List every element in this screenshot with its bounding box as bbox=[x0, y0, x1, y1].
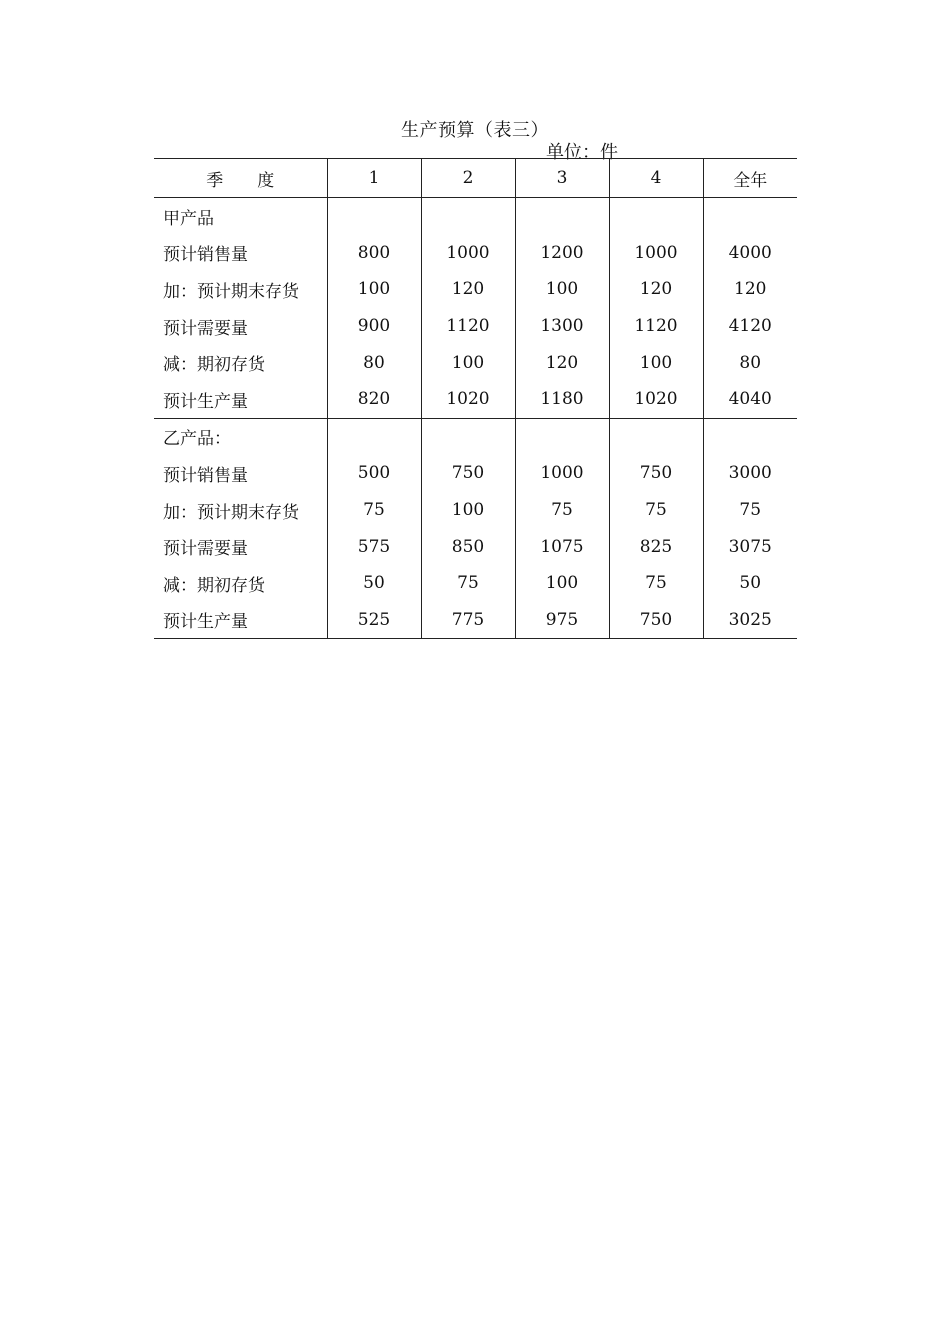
cell: 1180 bbox=[515, 381, 609, 418]
cell: 1200 bbox=[515, 235, 609, 272]
cell: 75 bbox=[609, 492, 703, 529]
table-row bbox=[154, 381, 797, 418]
header-full-year: 全年 bbox=[703, 159, 797, 198]
page-title: 生产预算（表三） bbox=[401, 120, 549, 141]
production-budget-table bbox=[154, 158, 797, 639]
section-label-row bbox=[154, 198, 797, 235]
cell: 575 bbox=[327, 528, 421, 565]
cell: 4000 bbox=[703, 235, 797, 272]
cell: 850 bbox=[421, 528, 515, 565]
cell: 500 bbox=[327, 455, 421, 492]
row-label: 加：预计期末存货 bbox=[163, 502, 299, 523]
cell: 825 bbox=[609, 528, 703, 565]
table-row bbox=[154, 271, 797, 308]
cell: 50 bbox=[327, 565, 421, 602]
table-row bbox=[154, 308, 797, 345]
cell: 120 bbox=[515, 344, 609, 381]
cell: 4040 bbox=[703, 381, 797, 418]
cell: 100 bbox=[421, 344, 515, 381]
cell: 75 bbox=[703, 492, 797, 529]
cell: 75 bbox=[515, 492, 609, 529]
header-quarter: 季 度 bbox=[154, 159, 327, 198]
cell: 1000 bbox=[421, 235, 515, 272]
cell: 3025 bbox=[703, 602, 797, 639]
table-row bbox=[154, 455, 797, 492]
cell: 1020 bbox=[609, 381, 703, 418]
cell: 750 bbox=[609, 602, 703, 639]
cell: 50 bbox=[703, 565, 797, 602]
row-label: 预计需要量 bbox=[163, 539, 248, 560]
row-label: 减：期初存货 bbox=[163, 355, 265, 376]
row-label: 预计销售量 bbox=[163, 245, 248, 266]
cell: 75 bbox=[609, 565, 703, 602]
table-row bbox=[154, 602, 797, 639]
cell: 1020 bbox=[421, 381, 515, 418]
row-label: 预计生产量 bbox=[154, 602, 327, 639]
cell: 100 bbox=[515, 565, 609, 602]
table-row bbox=[154, 528, 797, 565]
table-header-row bbox=[154, 159, 797, 198]
header-q2: 2 bbox=[421, 159, 515, 198]
cell: 1000 bbox=[609, 235, 703, 272]
cell: 75 bbox=[421, 565, 515, 602]
section-label: 乙产品： bbox=[163, 429, 231, 450]
row-label: 加：预计期末存货 bbox=[163, 281, 299, 302]
cell: 80 bbox=[327, 344, 421, 381]
cell: 1000 bbox=[515, 455, 609, 492]
row-label: 预计销售量 bbox=[163, 465, 248, 486]
cell: 80 bbox=[703, 344, 797, 381]
table-row bbox=[154, 235, 797, 272]
cell: 900 bbox=[327, 308, 421, 345]
cell: 4120 bbox=[703, 308, 797, 345]
cell: 3000 bbox=[703, 455, 797, 492]
cell: 750 bbox=[609, 455, 703, 492]
table-row bbox=[154, 344, 797, 381]
header-q1: 1 bbox=[327, 159, 421, 198]
cell: 100 bbox=[421, 492, 515, 529]
section-label: 甲产品 bbox=[163, 208, 214, 229]
cell: 800 bbox=[327, 235, 421, 272]
row-label: 预计需要量 bbox=[163, 318, 248, 339]
cell: 100 bbox=[609, 344, 703, 381]
cell: 525 bbox=[327, 602, 421, 639]
cell: 1120 bbox=[421, 308, 515, 345]
cell: 75 bbox=[327, 492, 421, 529]
cell: 775 bbox=[421, 602, 515, 639]
table-row bbox=[154, 492, 797, 529]
section-label-row bbox=[154, 418, 797, 455]
cell: 750 bbox=[421, 455, 515, 492]
cell: 120 bbox=[609, 271, 703, 308]
row-label: 预计生产量 bbox=[154, 381, 327, 418]
cell: 820 bbox=[327, 381, 421, 418]
cell: 975 bbox=[515, 602, 609, 639]
cell: 1075 bbox=[515, 528, 609, 565]
cell: 100 bbox=[327, 271, 421, 308]
cell: 100 bbox=[515, 271, 609, 308]
unit-label: 单位：件 bbox=[546, 142, 618, 163]
table-row bbox=[154, 565, 797, 602]
cell: 120 bbox=[421, 271, 515, 308]
cell: 120 bbox=[703, 271, 797, 308]
row-label: 减：期初存货 bbox=[163, 575, 265, 596]
header-q3: 3 bbox=[515, 159, 609, 198]
cell: 1120 bbox=[609, 308, 703, 345]
header-q4: 4 bbox=[609, 159, 703, 198]
cell: 1300 bbox=[515, 308, 609, 345]
cell: 3075 bbox=[703, 528, 797, 565]
